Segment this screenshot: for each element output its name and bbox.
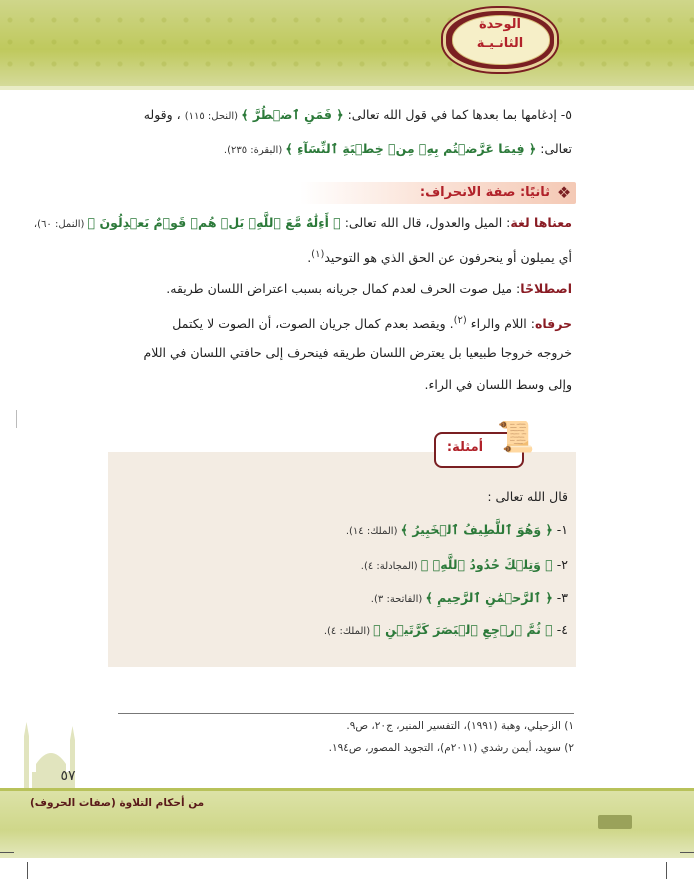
verse-reference: (البقرة: ٢٣٥). [223,145,286,156]
example-number: ٤- [556,622,568,637]
footer-tag [598,815,632,829]
text-line-8 [108,376,572,394]
verse-reference: (الفاتحة: ٣). [370,594,426,605]
crop-mark [666,862,667,879]
text-line-1 [108,106,572,126]
text-line-2 [108,140,572,160]
footnote-marker: (٢) [453,315,467,326]
ornament-icon: ❖ [556,183,572,202]
verse-quote: ﴿ أَءِلَٰهٌ مَّعَ ٱللَّهِۚ بَلۡ هُمۡ قَوۡمٌ يَعۡدِلُونَ ﴾ [87,215,341,230]
text-segment: ٥- إدغامها بما بعدها كما في قول الله تعالى: [343,107,572,122]
footnote-marker: (١) [311,249,325,260]
text-line-3 [33,214,572,234]
term-label: حرفاه [534,316,572,332]
text-segment: خروجه خروجا طبيعيا بل يعترض اللسان طريقه فينحرف إلى حافتي اللسان في اللام [143,345,572,360]
example-number: ٣- [556,590,568,605]
unit-label-line2: الثانـيـة [476,36,524,51]
verse-quote: ﴿ ٱلرَّحۡمَٰنِ ٱلرَّحِيمِ ﴾ [425,590,553,605]
verse-quote: ﴿ وَتِلۡكَ حُدُودُ ٱللَّهِۗ ﴾ [420,557,553,572]
verse-quote: ﴿ وَهُوَ ٱللَّطِيفُ ٱلۡخَبِيرُ ﴾ [400,522,553,537]
text-segment: : اللام والراء [466,316,535,332]
example-item [120,522,568,537]
verse-reference: (النمل: ٦٠)، [33,219,88,230]
text-line-7 [108,344,572,362]
footnote: ٢) سويد، أيمن رشدي (٢٠١١م)، التجويد المصور، ص١٩٤. [328,742,574,754]
unit-label-line1: الوحدة [478,17,522,32]
text-segment: . ويقصد بعدم كمال جريان الصوت، أن الصوت لا يكتمل [172,316,454,332]
term-label: اصطلاحًا [520,281,572,296]
verse-reference: (الملك: ٤). [323,626,374,637]
margin-tick [16,410,17,428]
section-title: ثانيًا: صفة الانحراف: [419,185,550,200]
page-number: ٥٧ [60,768,76,784]
example-item [120,590,568,605]
text-line-6 [108,312,572,333]
example-item [120,622,568,637]
text-segment: تعالى: [536,141,572,156]
examples-intro: قال الله تعالى : [487,489,568,504]
term-label: معناها لغة [510,215,572,230]
verse-reference: (الملك: ١٤). [345,526,401,537]
text-segment: : الميل والعدول، قال الله تعالى: [340,215,511,230]
example-number: ٢- [556,557,568,572]
header-pattern [0,10,694,80]
text-line-5 [108,280,572,298]
example-item [120,557,568,572]
verse-quote: ﴿ فَمَنِ ٱضۡطُرَّ ﴾ [241,107,344,122]
example-number: ١- [556,522,568,537]
verse-reference: (النحل: ١١٥) [184,111,242,122]
scroll-quill-icon: 📜 [497,420,535,455]
verse-reference: (المجادلة: ٤). [360,561,421,572]
text-line-4 [108,246,572,267]
verse-quote: ﴿ ثُمَّ ٱرۡجِعِ ٱلۡبَصَرَ كَرَّتَيۡنِ ﴾ [373,622,553,637]
footnote-divider [118,713,574,714]
verse-quote: ﴿ فِيمَا عَرَّضۡتُم بِهِۦ مِنۡ خِطۡبَةِ ٱلنِّسَآءِ ﴾ [285,141,537,156]
crop-mark [680,852,694,853]
text-segment: أي يميلون أو ينحرفون عن الحق الذي هو التوحيد [324,250,572,266]
crop-mark [27,862,28,879]
crop-mark [0,852,14,853]
text-segment: : ميل صوت الحرف لعدم كمال جريانه بسبب اعتراض اللسان طريقه. [166,281,521,296]
text-segment: وإلى وسط اللسان في الراء. [424,377,572,392]
text-segment: . [307,250,312,266]
footer-rule [0,788,694,791]
examples-label: أمثلة: [446,440,484,455]
footnote: ١) الزحيلي، وهبة (١٩٩١)، التفسير المنير، ج٢٠، ص٩. [346,720,574,732]
footer-book-title: من أحكام التلاوة (صفات الحروف) [30,797,205,809]
text-segment: ، وقوله [143,107,185,122]
